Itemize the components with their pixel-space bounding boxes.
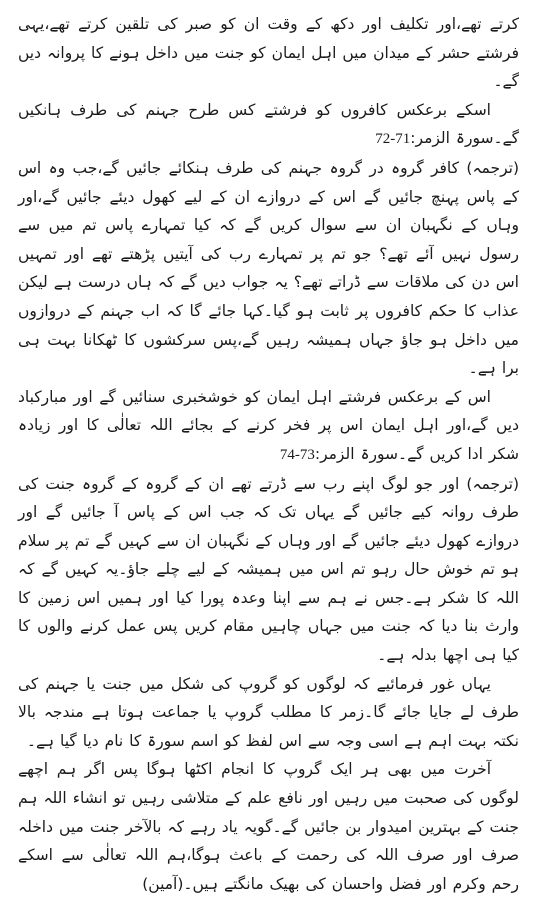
verse-reference: 74-73 <box>279 446 315 463</box>
paragraph-translation-hell <box>18 154 519 383</box>
paragraph-translation-paradise <box>18 470 519 670</box>
paragraph-text: اسکے برعکس کافروں کو فرشتے کس طرح جہنم کی طرف ہانکیں گے۔سورۃ الزمر: <box>18 100 519 148</box>
paragraph-text: یہاں غور فرمائیے کہ لوگوں کو گروپ کی شکل میں جنت یا جہنم کی طرف لے جایا جائے گا۔زمر کا مطلب گروپ یا جماعت ہوتا ہے مندجہ بالا نکتہ بہت اہم ہے اسی وجہ سے اس لفظ کو اسم سورۃ کا نام دیا گیا ہے۔ <box>18 674 519 750</box>
paragraph-believers-reference <box>18 383 519 470</box>
paragraph-text: (ترجمہ) کافر گروہ در گروہ جہنم کی طرف ہنکائے جائیں گے،جب وہ اس کے پاس پہنچ جائیں گے اس کے دروازے ان کے لیے کھول دیئے جائیں گے،اور وہاں کے نگہبان ان سے سوال کریں گے کہ کیا تمہارے پاس تم میں سے رسول نہیں آئے تھے؟ جو تم پر تمہارے رب کی آیتیں پڑھتے تھے اور تمہیں اس دن کی ملاقات سے ڈراتے تھے؟ یہ جواب دیں گے کہ ہاں درست ہے لیکن عذاب کا حکم کافروں پر ثابت ہو گیا۔کہا جائے گا کہ اب جہنم کے دروازوں میں داخل ہو جاؤ جہاں ہمیشہ رہیں گے،پس سرکشوں کا ٹھکانا بہت ہی برا ہے۔ <box>18 158 519 378</box>
paragraph-conclusion <box>18 755 519 898</box>
paragraph-intro-angels <box>18 10 519 96</box>
urdu-text-block <box>18 10 519 898</box>
paragraph-text: آخرت میں بھی ہر ایک گروپ کا انجام اکٹھا ہوگا پس اگر ہم اچھے لوگوں کی صحبت میں رہیں اور نافع علم کے متلاشی رہیں تو انشاء اللہ ہم جنت کے بہترین امیدوار بن جائیں گے۔گویہ یاد رہے کہ بالآخر جنت میں داخلہ صرف اور صرف اللہ کی رحمت کے باعث ہوگا،ہم اللہ تعالٰی سے اسکے رحم وکرم اور فضل واحسان کی بھیک مانگتے ہیں۔(آمین) <box>18 760 519 893</box>
paragraph-text: اس کے برعکس فرشتے اہل ایمان کو خوشخبری سنائیں گے اور مبارکباد دیں گے،اور اہل ایمان اس پر فخر کرنے کے بجائے اللہ تعالٰی کا اور زیادہ شکر ادا کریں گے۔سورۃ الزمر: <box>18 387 519 463</box>
verse-reference: 72-71 <box>375 131 411 148</box>
paragraph-text: کرتے تھے،اور تکلیف اور دکھ کے وقت ان کو صبر کی تلقین کرتے تھے،یہی فرشتے حشر کے میدان میں اہل ایمان کو جنت میں داخل ہونے کا پروانہ دیں گے۔ <box>18 15 519 91</box>
paragraph-groups-note <box>18 670 519 756</box>
paragraph-text: (ترجمہ) اور جو لوگ اپنے رب سے ڈرتے تھے ان کے گروہ کے گروہ جنت کی طرف روانہ کیے جائیں گے یہاں تک کہ جب اس کے پاس آ جائیں گے اور دروازے کھول دیئے جائیں گے اور وہاں کے نگہبان ان سے کہیں گے تم پر سلام ہو تم خوش حال رہو تم اس میں ہمیشہ کے لیے چلے جاؤ۔یہ کہیں گے کہ اللہ کا شکر ہے۔جس نے ہم سے اپنا وعدہ پورا کیا اور ہمیں اس زمین کا وارث بنا دیا کہ جنت میں جہاں چاہیں مقام کریں پس عمل کرنے والوں کا کیا ہی اچھا بدلہ ہے۔ <box>18 474 519 665</box>
paragraph-disbelievers-reference <box>18 96 519 154</box>
